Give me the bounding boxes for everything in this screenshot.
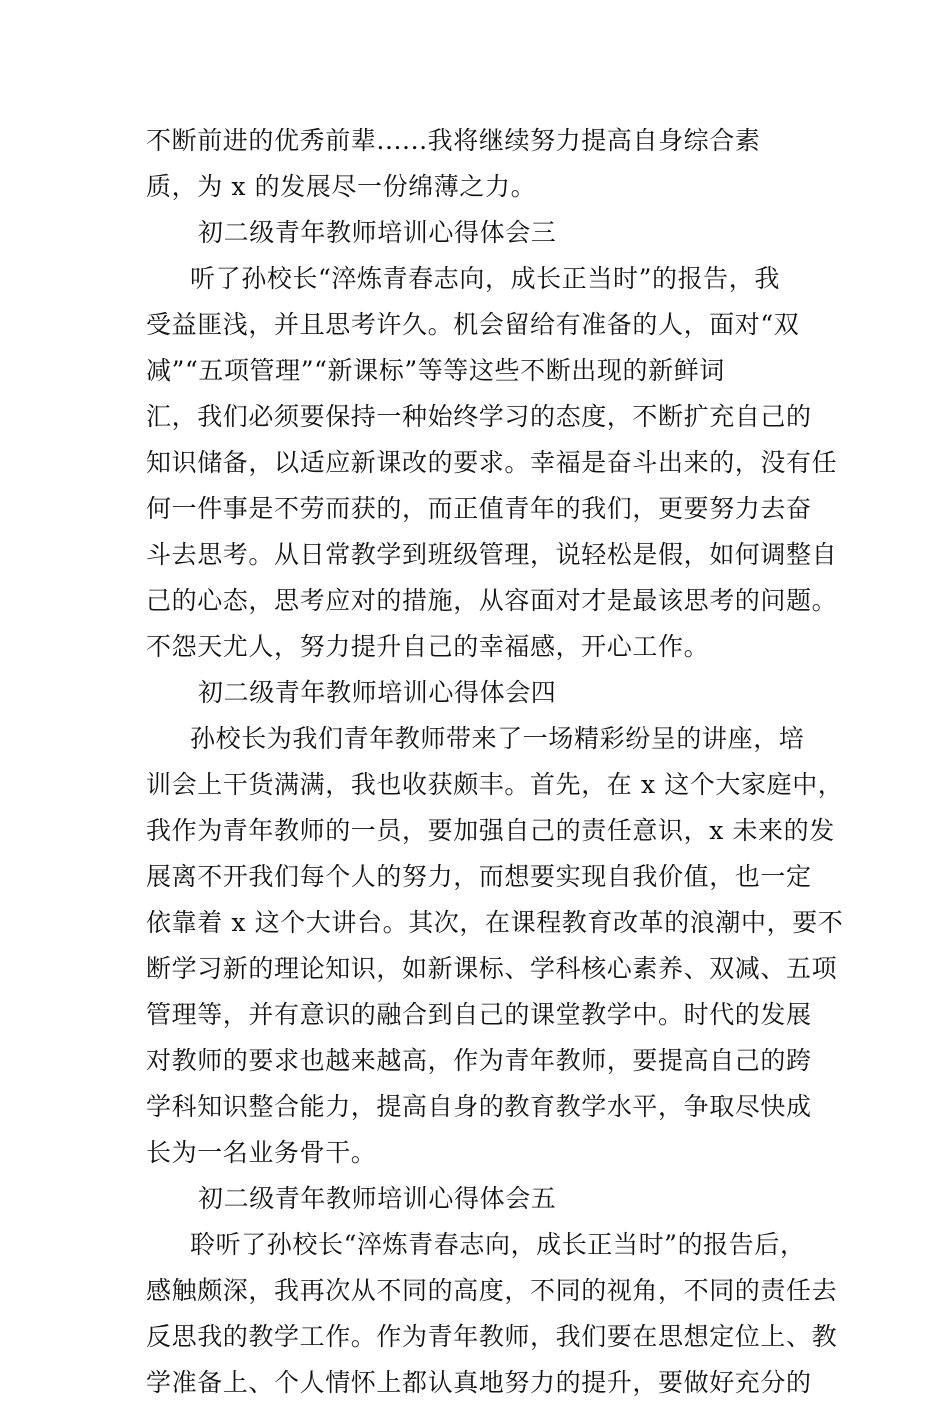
paragraph-line: 断学习新的理论知识，如新课标、学科核心素养、双减、五项: [146, 954, 838, 983]
paragraph-line: 质，为 x 的发展尽一份绵薄之力。: [146, 172, 537, 201]
paragraph-line: 学准备上、个人情怀上都认真地努力的提升，要做好充分的: [146, 1368, 812, 1397]
paragraph-line: 孙校长为我们青年教师带来了一场精彩纷呈的讲座，培: [190, 724, 805, 753]
paragraph-line: 反思我的教学工作。作为青年教师，我们要在思想定位上、教: [146, 1322, 838, 1351]
paragraph-line: 展离不开我们每个人的努力，而想要实现自我价值，也一定: [146, 862, 812, 891]
paragraph-line: 知识储备，以适应新课改的要求。幸福是奋斗出来的，没有任: [146, 448, 838, 477]
paragraph-line: 聆听了孙校长“淬炼青春志向，成长正当时”的报告后，: [190, 1230, 806, 1259]
section-heading-4: 初二级青年教师培训心得体会四: [198, 678, 557, 707]
paragraph-line: 斗去思考。从日常教学到班级管理，说轻松是假，如何调整自: [146, 540, 838, 569]
paragraph-line: 不断前进的优秀前辈......我将继续努力提高自身综合素: [146, 126, 761, 155]
paragraph-line: 不怨天尤人，努力提升自己的幸福感，开心工作。: [146, 632, 710, 661]
paragraph-line: 对教师的要求也越来越高，作为青年教师，要提高自己的跨: [146, 1046, 812, 1075]
paragraph-line: 长为一名业务骨干。: [146, 1138, 377, 1167]
paragraph-line: 听了孙校长“淬炼青春志向，成长正当时”的报告，我: [190, 264, 780, 293]
paragraph-line: 管理等，并有意识的融合到自己的课堂教学中。时代的发展: [146, 1000, 812, 1029]
section-heading-5: 初二级青年教师培训心得体会五: [198, 1184, 557, 1213]
paragraph-line: 己的心态，思考应对的措施，从容面对才是最该思考的问题。: [146, 586, 838, 615]
section-heading-3: 初二级青年教师培训心得体会三: [198, 218, 557, 247]
paragraph-line: 减”“五项管理”“新课标”等等这些不断出现的新鲜词: [146, 356, 725, 385]
paragraph-line: 汇，我们必须要保持一种始终学习的态度，不断扩充自己的: [146, 402, 812, 431]
paragraph-line: 训会上干货满满，我也收获颇丰。首先，在 x 这个大家庭中，: [146, 770, 844, 799]
paragraph-line: 我作为青年教师的一员，要加强自己的责任意识，x 未来的发: [146, 816, 835, 845]
paragraph-line: 受益匪浅，并且思考许久。机会留给有准备的人，面对“双: [146, 310, 800, 339]
document-page: [146, 118, 844, 1406]
paragraph-line: 依靠着 x 这个大讲台。其次，在课程教育改革的浪潮中，要不: [146, 908, 844, 937]
paragraph-line: 感触颇深，我再次从不同的高度，不同的视角，不同的责任去: [146, 1276, 838, 1305]
paragraph-line: 学科知识整合能力，提高自身的教育教学水平，争取尽快成: [146, 1092, 812, 1121]
paragraph-line: 何一件事是不劳而获的，而正值青年的我们，更要努力去奋: [146, 494, 812, 523]
